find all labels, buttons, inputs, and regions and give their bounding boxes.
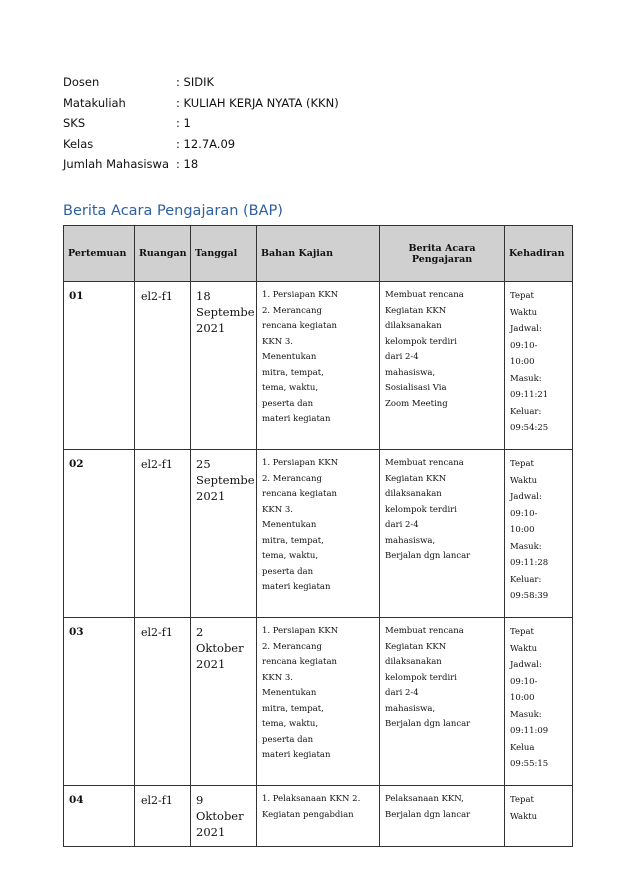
- cell-berita-acara: Pelaksanaan KKN, Berjalan dgn lancar: [380, 786, 505, 847]
- info-label: Matakuliah: [63, 95, 126, 110]
- info-label: SKS: [63, 116, 86, 130]
- cell-ruangan: el2-f1: [135, 786, 191, 847]
- cell-ruangan: el2-f1: [135, 282, 191, 450]
- cell-tanggal: 2 Oktober 2021: [191, 618, 257, 786]
- cell-kehadiran: Tepat Waktu: [505, 786, 573, 847]
- table-row: [64, 282, 573, 450]
- cell-ruangan: el2-f1: [135, 618, 191, 786]
- cell-ruangan: el2-f1: [135, 450, 191, 618]
- cell-kehadiran: Tepat Waktu Jadwal: 09:10- 10:00 Masuk: 09:11:28 Keluar: 09:58:39: [505, 450, 573, 618]
- table-row: [64, 450, 573, 618]
- cell-tanggal: 9 Oktober 2021: [191, 786, 257, 847]
- info-label: Dosen: [63, 75, 100, 89]
- info-value: : SIDIK: [176, 75, 215, 89]
- info-value: : 12.7A.09: [176, 136, 236, 151]
- header-kehadiran: Kehadiran: [505, 226, 573, 282]
- info-row-sks: [63, 113, 339, 134]
- table-header-row: [64, 226, 573, 282]
- info-label: Kelas: [63, 136, 94, 151]
- section-title: Berita Acara Pengajaran (BAP): [63, 203, 283, 219]
- info-value: : KULIAH KERJA NYATA (KKN): [176, 95, 339, 110]
- header-pertemuan: Pertemuan: [64, 226, 135, 282]
- cell-pertemuan: 01: [64, 282, 135, 450]
- info-row-jumlah-mahasiswa: [63, 154, 339, 175]
- info-row-kelas: [63, 134, 339, 155]
- cell-pertemuan: 04: [64, 786, 135, 847]
- cell-tanggal: 25 Septembe 2021: [191, 450, 257, 618]
- cell-bahan-kajian: 1. Pelaksanaan KKN 2. Kegiatan pengabdian: [257, 786, 380, 847]
- course-info: [63, 72, 339, 175]
- info-label: Jumlah Mahasiswa: [63, 157, 170, 171]
- table-row: [64, 618, 573, 786]
- cell-berita-acara: Membuat rencana Kegiatan KKN dilaksanakan kelompok terdiri dari 2-4 mahasiswa, Berjalan dgn lancar: [380, 450, 505, 618]
- cell-bahan-kajian: 1. Persiapan KKN 2. Merancang rencana kegiatan KKN 3. Menentukan mitra, tempat, tema, waktu, peserta dan materi kegiatan: [257, 282, 380, 450]
- cell-berita-acara: Membuat rencana Kegiatan KKN dilaksanakan kelompok terdiri dari 2-4 mahasiswa, Sosialisasi Via Zoom Meeting: [380, 282, 505, 450]
- table-row: [64, 786, 573, 847]
- cell-berita-acara: Membuat rencana Kegiatan KKN dilaksanakan kelompok terdiri dari 2-4 mahasiswa, Berjalan dgn lancar: [380, 618, 505, 786]
- cell-bahan-kajian: 1. Persiapan KKN 2. Merancang rencana kegiatan KKN 3. Menentukan mitra, tempat, tema, waktu, peserta dan materi kegiatan: [257, 618, 380, 786]
- info-value: : 18: [176, 157, 199, 171]
- cell-pertemuan: 02: [64, 450, 135, 618]
- info-row-dosen: [63, 72, 339, 93]
- cell-tanggal: 18 Septembe 2021: [191, 282, 257, 450]
- cell-bahan-kajian: 1. Persiapan KKN 2. Merancang rencana kegiatan KKN 3. Menentukan mitra, tempat, tema, waktu, peserta dan materi kegiatan: [257, 450, 380, 618]
- header-berita-acara: Berita Acara Pengajaran: [380, 226, 505, 282]
- header-ruangan: Ruangan: [135, 226, 191, 282]
- cell-kehadiran: Tepat Waktu Jadwal: 09:10- 10:00 Masuk: 09:11:09 Kelua 09:55:15: [505, 618, 573, 786]
- info-value: : 1: [176, 116, 191, 130]
- header-bahan-kajian: Bahan Kajian: [257, 226, 380, 282]
- cell-pertemuan: 03: [64, 618, 135, 786]
- bap-table: [63, 225, 573, 847]
- info-row-matakuliah: [63, 93, 339, 114]
- cell-kehadiran: Tepat Waktu Jadwal: 09:10- 10:00 Masuk: 09:11:21 Keluar: 09:54:25: [505, 282, 573, 450]
- header-tanggal: Tanggal: [191, 226, 257, 282]
